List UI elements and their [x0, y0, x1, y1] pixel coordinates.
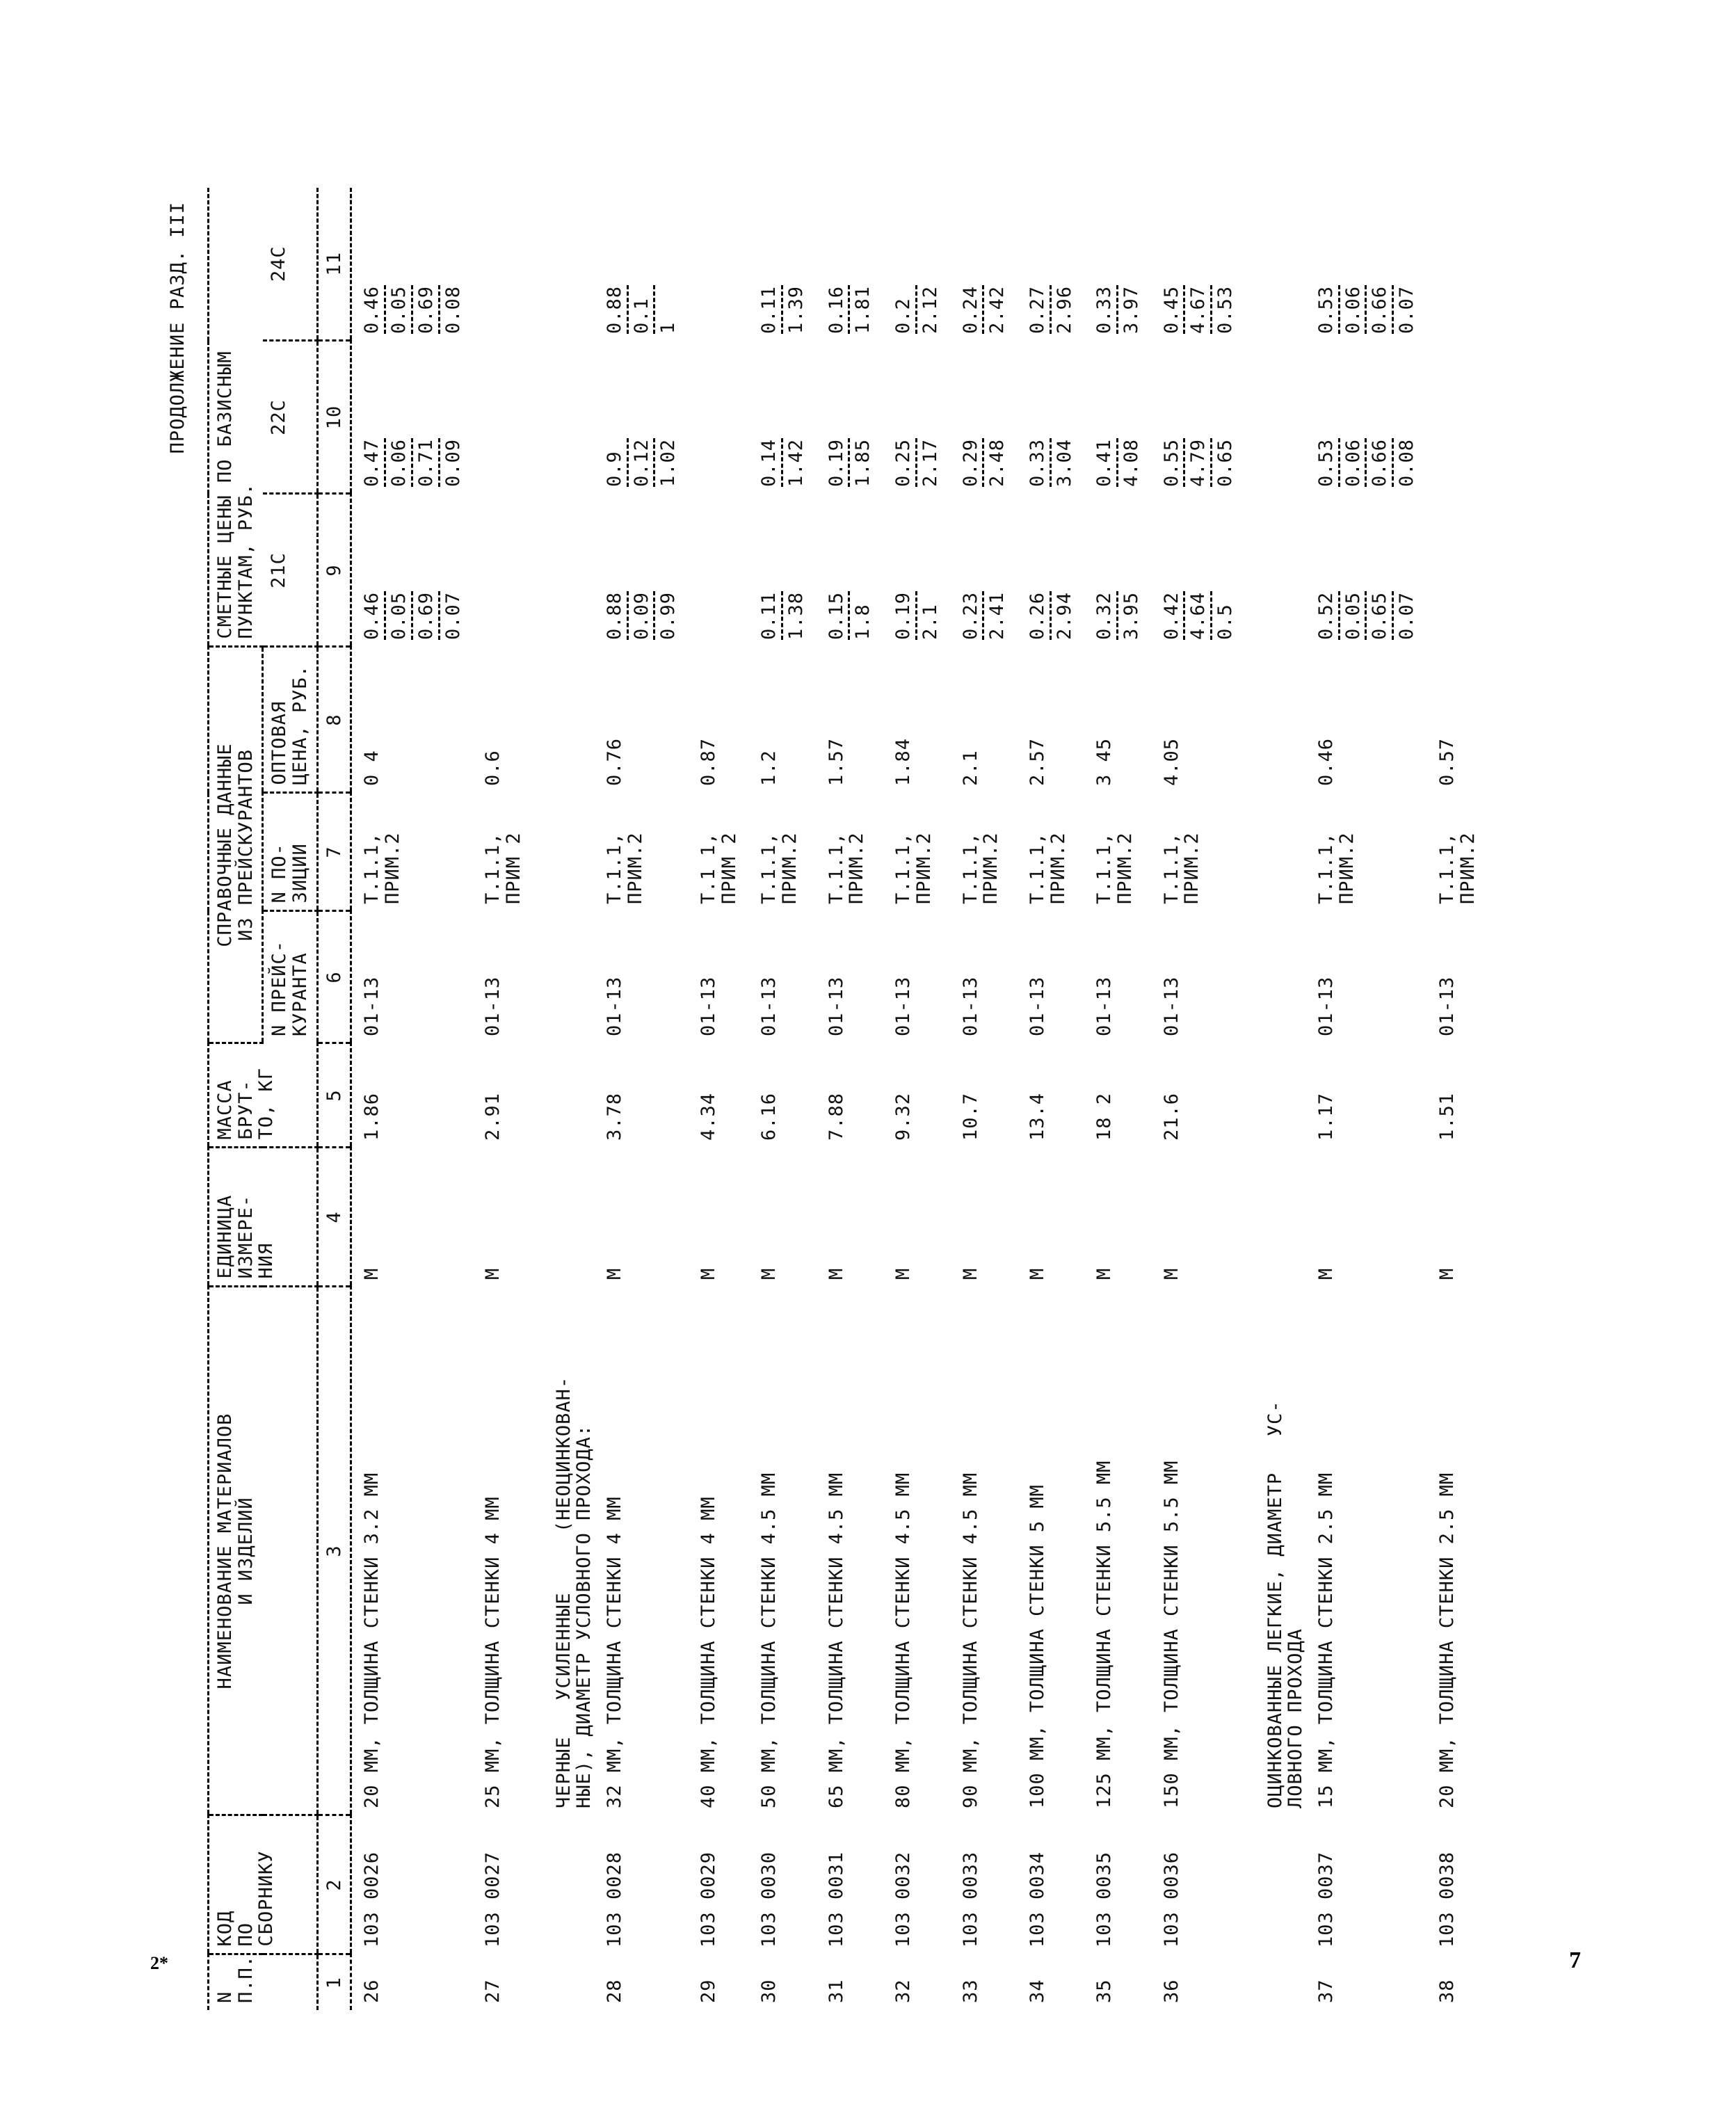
row-price-22c [473, 341, 533, 494]
price-value: 0.26 [1027, 591, 1052, 640]
price-value: 2.41 [986, 591, 1008, 640]
table-row [1306, 188, 1427, 2010]
row-code: 103 0028 [603, 1851, 625, 1947]
row-code: 103 0026 [361, 1851, 383, 1947]
col-number: 2 [317, 1815, 351, 1954]
row-code: 103 0030 [758, 1851, 780, 1947]
price-value: 0.42 [1162, 591, 1186, 640]
row-price-21c [883, 494, 950, 647]
row-position: Т.1.1, ПРИМ.2 [758, 832, 801, 904]
page-number: 7 [1569, 1947, 1581, 1973]
price-value: 0.06 [1343, 438, 1367, 487]
price-value: 0.19 [893, 591, 917, 640]
row-number: 30 [758, 1979, 780, 2003]
row-price-22c [817, 341, 883, 494]
row-number: 28 [603, 1979, 625, 2003]
price-value: 0.07 [1396, 285, 1418, 334]
row-price-22c [749, 341, 816, 494]
price-value: 1.8 [852, 604, 874, 640]
table-row [1018, 188, 1084, 2010]
row-name: 90 ММ, ТОЛЩИНА СТЕНКИ 4.5 ММ [959, 1472, 981, 1808]
price-value: 1.38 [785, 591, 807, 640]
row-code: 103 0029 [698, 1851, 719, 1947]
row-wholesale: 2.1 [959, 750, 981, 786]
row-mass: 9.32 [892, 1092, 915, 1141]
row-unit: М [603, 1267, 625, 1280]
row-price-22c [351, 341, 473, 494]
price-value: 4.67 [1188, 285, 1212, 334]
price-value: 0.55 [1162, 438, 1186, 487]
row-name: 80 ММ, ТОЛЩИНА СТЕНКИ 4.5 ММ [892, 1472, 915, 1808]
row-mass: 1.86 [361, 1092, 383, 1141]
empty-cell [534, 647, 595, 793]
row-name: 15 ММ, ТОЛЩИНА СТЕНКИ 2.5 ММ [1315, 1472, 1337, 1808]
row-position: Т.1 1, ПРИМ 2 [698, 832, 740, 904]
row-price-22c [1018, 341, 1084, 494]
col-number: 1 [317, 1954, 351, 2010]
row-price-list: 01-13 [698, 976, 719, 1036]
row-wholesale: 4.05 [1160, 737, 1182, 786]
rotated-table-sheet [166, 188, 1736, 2010]
section-heading: ОЦИНКОВАННЫЕ ЛЕГКИЕ, ДИАМЕТР УС- ЛОВНОГО ПРОХОДА [1264, 1400, 1307, 1808]
price-value: 0.71 [416, 438, 440, 487]
price-value: 3.04 [1053, 438, 1075, 487]
row-price-21c [817, 494, 883, 647]
row-unit: М [1160, 1267, 1182, 1280]
price-value: 0.24 [961, 285, 985, 334]
price-value: 1.42 [785, 438, 807, 487]
table-row [473, 188, 533, 2010]
row-unit: М [361, 1267, 383, 1280]
price-value: 0.27 [1027, 285, 1052, 334]
table-row [1427, 188, 1488, 2010]
price-value: 0.66 [1369, 438, 1394, 487]
price-value: 2.96 [1053, 285, 1075, 334]
price-value: 0.33 [1027, 438, 1052, 487]
price-value: 3.97 [1120, 285, 1142, 334]
row-wholesale: 1.84 [892, 737, 915, 786]
row-position: Т.1.1, ПРИМ.2 [1315, 832, 1358, 904]
row-price-list: 01-13 [825, 976, 847, 1036]
materials-price-table [207, 188, 1488, 2010]
row-price-22c [595, 341, 689, 494]
header-mass: МАССА БРУТ- ТО, КГ [209, 1043, 318, 1148]
row-name: 25 ММ, ТОЛЩИНА СТЕНКИ 4 ММ [482, 1496, 504, 1808]
header-name: НАИМЕНОВАНИЕ МАТЕРИАЛОВ И ИЗДЕЛИЙ [209, 1287, 318, 1815]
row-mass: 4.34 [698, 1092, 719, 1141]
row-price-24c [817, 188, 883, 341]
row-number: 29 [698, 1979, 719, 2003]
table-row [1152, 188, 1246, 2010]
header-code: КОД ПО СБОРНИКУ [209, 1815, 318, 1954]
row-price-24c [1427, 188, 1488, 341]
row-mass: 10.7 [959, 1092, 981, 1141]
row-price-list: 01-13 [758, 976, 780, 1036]
continuation-heading: ПРОДОЛЖЕНИЕ РАЗД. III [167, 202, 188, 454]
price-value: 0.05 [1343, 591, 1367, 640]
empty-cell [1246, 793, 1306, 911]
row-price-22c [689, 341, 749, 494]
header-price-list: N ПРЕЙС- КУРАНТА [263, 911, 317, 1043]
price-value: 0.25 [893, 438, 917, 487]
row-position: Т.1.1, ПРИМ.2 [1160, 832, 1203, 904]
price-value: 4.64 [1188, 591, 1212, 640]
row-price-21c [1427, 494, 1488, 647]
table-row [817, 188, 883, 2010]
row-name: 50 ММ, ТОЛЩИНА СТЕНКИ 4.5 ММ [758, 1472, 780, 1808]
row-price-24c [951, 188, 1018, 341]
row-price-24c [1306, 188, 1427, 341]
row-price-list: 01-13 [603, 976, 625, 1036]
price-value: 0.99 [657, 591, 680, 640]
price-value: 0.65 [1369, 591, 1394, 640]
row-price-list: 01-13 [1436, 976, 1458, 1036]
row-price-24c [749, 188, 816, 341]
row-price-list: 01-13 [1093, 976, 1116, 1036]
empty-cell [534, 793, 595, 911]
row-price-21c [473, 494, 533, 647]
row-price-list: 01-13 [1026, 976, 1048, 1036]
row-code: 103 0038 [1436, 1851, 1458, 1947]
empty-cell [534, 188, 595, 341]
price-value: 0.05 [389, 285, 413, 334]
row-price-list: 01-13 [482, 976, 504, 1036]
price-value: 0.53 [1316, 438, 1340, 487]
empty-cell [1246, 1954, 1306, 2010]
price-value: 0.08 [442, 285, 464, 334]
row-wholesale: 0.57 [1436, 737, 1458, 786]
row-code: 103 0035 [1093, 1851, 1116, 1947]
table-row [951, 188, 1018, 2010]
empty-cell [534, 1148, 595, 1287]
row-name: 40 ММ, ТОЛЩИНА СТЕНКИ 4 ММ [698, 1496, 719, 1808]
price-value: 0.06 [1343, 285, 1367, 334]
row-mass: 1.17 [1315, 1092, 1337, 1141]
price-value: 2.42 [986, 285, 1008, 334]
price-value: 0.52 [1316, 591, 1340, 640]
empty-cell [534, 1954, 595, 2010]
row-price-22c [1152, 341, 1246, 494]
row-mass: 6.16 [758, 1092, 780, 1141]
price-value: 0.69 [416, 591, 440, 640]
row-wholesale: 1.2 [758, 750, 780, 786]
price-value: 0.69 [416, 285, 440, 334]
empty-cell [1246, 1815, 1306, 1954]
row-name: 150 ММ, ТОЛЩИНА СТЕНКИ 5.5 ММ [1160, 1460, 1182, 1808]
row-price-24c [883, 188, 950, 341]
row-mass: 2.91 [482, 1092, 504, 1141]
row-unit: М [1093, 1267, 1116, 1280]
row-position: Т.1.1, ПРИМ.2 [1093, 832, 1136, 904]
row-price-21c [689, 494, 749, 647]
price-value: 3.95 [1120, 591, 1142, 640]
row-price-21c [351, 494, 473, 647]
row-unit: М [698, 1267, 719, 1280]
row-wholesale: 2.57 [1026, 737, 1048, 786]
col-number: 10 [317, 341, 351, 494]
row-name: 20 ММ, ТОЛЩИНА СТЕНКИ 3.2 ММ [361, 1472, 383, 1808]
row-price-21c [1152, 494, 1246, 647]
empty-cell [1246, 1043, 1306, 1148]
table-row [883, 188, 950, 2010]
row-price-list: 01-13 [1315, 976, 1337, 1036]
row-number: 36 [1160, 1979, 1182, 2003]
row-unit: М [1315, 1267, 1337, 1280]
price-value: 0.47 [362, 438, 386, 487]
price-value: 4.79 [1188, 438, 1212, 487]
empty-cell [1246, 647, 1306, 793]
row-number: 35 [1093, 1979, 1116, 2003]
row-position: Т.1.1, ПРИМ.2 [603, 832, 646, 904]
price-value: 4.08 [1120, 438, 1142, 487]
price-value: 1.81 [852, 285, 874, 334]
row-wholesale: 0 4 [361, 750, 383, 786]
row-number: 31 [825, 1979, 847, 2003]
row-mass: 1.51 [1436, 1092, 1458, 1141]
price-value: 0.9 [604, 438, 629, 487]
price-value: 0.09 [442, 438, 464, 487]
price-value: 0.53 [1316, 285, 1340, 334]
price-value: 0.46 [362, 285, 386, 334]
price-value: 0.46 [362, 591, 386, 640]
row-number: 33 [959, 1979, 981, 2003]
table-body [351, 188, 1488, 2010]
price-value: 0.07 [442, 591, 464, 640]
row-price-list: 01-13 [1160, 976, 1182, 1036]
header-unit: ЕДИНИЦА ИЗМЕРЕ- НИЯ [209, 1148, 318, 1287]
price-value: 1.39 [785, 285, 807, 334]
price-value: 0.14 [759, 438, 783, 487]
row-unit: М [1026, 1267, 1048, 1280]
header-p21: 21С [263, 494, 317, 647]
price-value: 1.02 [657, 438, 680, 487]
empty-cell [534, 494, 595, 647]
price-value: 0.19 [826, 438, 851, 487]
price-value: 0.66 [1369, 285, 1394, 334]
price-value: 2.48 [986, 438, 1008, 487]
row-price-21c [1084, 494, 1151, 647]
header-position: N ПО- ЗИЦИИ [263, 793, 317, 911]
table-row [749, 188, 816, 2010]
empty-cell [1246, 911, 1306, 1043]
row-price-21c [595, 494, 689, 647]
price-value: 0.45 [1162, 285, 1186, 334]
price-value: 2.1 [919, 604, 941, 640]
row-price-21c [1306, 494, 1427, 647]
price-value: 0.33 [1094, 285, 1118, 334]
row-price-24c [473, 188, 533, 341]
row-mass: 3.78 [603, 1092, 625, 1141]
row-price-21c [1018, 494, 1084, 647]
row-position: Т.1.1, ПРИМ.2 [1436, 832, 1479, 904]
row-position: Т.1.1, ПРИМ 2 [482, 832, 524, 904]
row-price-list: 01-13 [361, 976, 383, 1036]
row-number: 32 [892, 1979, 915, 2003]
price-value: 0.11 [759, 285, 783, 334]
price-value: 0.06 [389, 438, 413, 487]
price-value: 0.53 [1214, 285, 1236, 334]
price-value: 0.29 [961, 438, 985, 487]
price-value: 0.88 [604, 285, 629, 334]
col-number: 5 [317, 1043, 351, 1148]
row-name: 32 ММ, ТОЛЩИНА СТЕНКИ 4 ММ [603, 1496, 625, 1808]
row-name: 100 ММ, ТОЛЩИНА СТЕНКИ 5 ММ [1026, 1484, 1048, 1808]
row-name: 125 ММ, ТОЛЩИНА СТЕНКИ 5.5 ММ [1093, 1460, 1116, 1808]
corner-mark: 2* [150, 1953, 168, 1973]
row-price-24c [595, 188, 689, 341]
row-price-22c [1427, 341, 1488, 494]
table-row [351, 188, 473, 2010]
empty-cell [534, 1815, 595, 1954]
row-position: Т.1.1, ПРИМ.2 [825, 832, 868, 904]
row-mass: 13.4 [1026, 1092, 1048, 1141]
empty-cell [534, 1043, 595, 1148]
row-wholesale: 1.57 [825, 737, 847, 786]
row-code: 103 0027 [482, 1851, 504, 1947]
header-p22: 22С [263, 341, 317, 494]
row-wholesale: 0.6 [482, 750, 504, 786]
row-unit: М [892, 1267, 915, 1280]
row-code: 103 0032 [892, 1851, 915, 1947]
row-unit: М [959, 1267, 981, 1280]
row-name: 20 ММ, ТОЛЩИНА СТЕНКИ 2.5 ММ [1436, 1472, 1458, 1808]
section-heading-row [534, 188, 595, 2010]
price-value: 2.94 [1053, 591, 1075, 640]
empty-cell [534, 911, 595, 1043]
header-p24: 24С [263, 188, 317, 341]
price-value: 2.12 [919, 285, 941, 334]
row-price-21c [749, 494, 816, 647]
row-unit: М [482, 1267, 504, 1280]
row-position: Т.1.1, ПРИМ.2 [361, 832, 404, 904]
price-value: 1.85 [852, 438, 874, 487]
col-number: 9 [317, 494, 351, 647]
row-name: 65 ММ, ТОЛЩИНА СТЕНКИ 4.5 ММ [825, 1472, 847, 1808]
header-wholesale: ОПТОВАЯ ЦЕНА, РУБ. [263, 647, 317, 793]
header-n: N П.П. [209, 1954, 318, 2010]
row-unit: М [758, 1267, 780, 1280]
row-code: 103 0034 [1026, 1851, 1048, 1947]
col-number: 3 [317, 1287, 351, 1815]
row-price-24c [1018, 188, 1084, 341]
row-wholesale: 0.76 [603, 737, 625, 786]
row-mass: 21.6 [1160, 1092, 1182, 1141]
col-number: 4 [317, 1148, 351, 1287]
row-wholesale: 0.87 [698, 737, 719, 786]
row-unit: М [825, 1267, 847, 1280]
row-code: 103 0033 [959, 1851, 981, 1947]
section-heading-row [1246, 188, 1306, 2010]
row-code: 103 0037 [1315, 1851, 1337, 1947]
table-row [1084, 188, 1151, 2010]
price-value: 0.07 [1396, 591, 1418, 640]
price-value: 0.23 [961, 591, 985, 640]
price-value: 0.88 [604, 591, 629, 640]
row-price-22c [951, 341, 1018, 494]
col-number: 11 [317, 188, 351, 341]
price-value: 0.05 [389, 591, 413, 640]
row-price-list: 01-13 [892, 976, 915, 1036]
row-number: 26 [361, 1979, 383, 2003]
row-unit: М [1436, 1267, 1458, 1280]
section-heading: ЧЕРНЫЕ УСИЛЕННЫЕ (НЕОЦИНКОВАН- НЫЕ), ДИАМЕТР УСЛОВНОГО ПРОХОДА: [552, 1376, 595, 1808]
price-value: 0.41 [1094, 438, 1118, 487]
row-wholesale: 3 45 [1093, 737, 1116, 786]
row-price-21c [951, 494, 1018, 647]
row-price-24c [689, 188, 749, 341]
row-price-24c [351, 188, 473, 341]
row-code: 103 0031 [825, 1851, 847, 1947]
empty-cell [534, 341, 595, 494]
row-position: Т.1.1, ПРИМ.2 [959, 832, 1002, 904]
table-row [689, 188, 749, 2010]
row-price-22c [883, 341, 950, 494]
price-value: 0.1 [632, 285, 656, 334]
row-price-24c [1084, 188, 1151, 341]
row-number: 27 [482, 1979, 504, 2003]
empty-cell [1246, 341, 1306, 494]
price-value: 0.32 [1094, 591, 1118, 640]
price-value: 0.09 [632, 591, 656, 640]
header-est-group: СМЕТНЫЕ ЦЕНЫ ПО БАЗИСНЫМ ПУНКТАМ, РУБ. [209, 188, 263, 647]
row-price-list: 01-13 [959, 976, 981, 1036]
price-value: 0.12 [632, 438, 656, 487]
row-mass: 7.88 [825, 1092, 847, 1141]
empty-cell [1246, 188, 1306, 341]
table-row [595, 188, 689, 2010]
price-value: 2.17 [919, 438, 941, 487]
row-number: 34 [1026, 1979, 1048, 2003]
empty-cell [1246, 1148, 1306, 1287]
row-price-22c [1306, 341, 1427, 494]
price-value: 0.15 [826, 591, 851, 640]
row-price-24c [1152, 188, 1246, 341]
row-mass: 18 2 [1093, 1092, 1116, 1141]
row-number: 37 [1315, 1979, 1337, 2003]
row-number: 38 [1436, 1979, 1458, 2003]
price-value: 0.65 [1214, 438, 1236, 487]
price-value: 0.11 [759, 591, 783, 640]
row-price-22c [1084, 341, 1151, 494]
row-position: Т.1.1, ПРИМ.2 [892, 832, 935, 904]
col-number: 8 [317, 647, 351, 793]
empty-cell [1246, 494, 1306, 647]
price-value: 0.08 [1396, 438, 1418, 487]
row-wholesale: 0.46 [1315, 737, 1337, 786]
row-position: Т.1.1, ПРИМ.2 [1026, 832, 1069, 904]
col-number: 6 [317, 911, 351, 1043]
col-number: 7 [317, 793, 351, 911]
header-ref-group: СПРАВОЧНЫЕ ДАННЫЕ ИЗ ПРЕЙСКУРАНТОВ [209, 647, 263, 1043]
price-value: 0.5 [1214, 604, 1236, 640]
row-code: 103 0036 [1160, 1851, 1182, 1947]
price-value: 0.2 [893, 285, 917, 334]
price-value: 1 [657, 321, 680, 334]
price-value: 0.16 [826, 285, 851, 334]
